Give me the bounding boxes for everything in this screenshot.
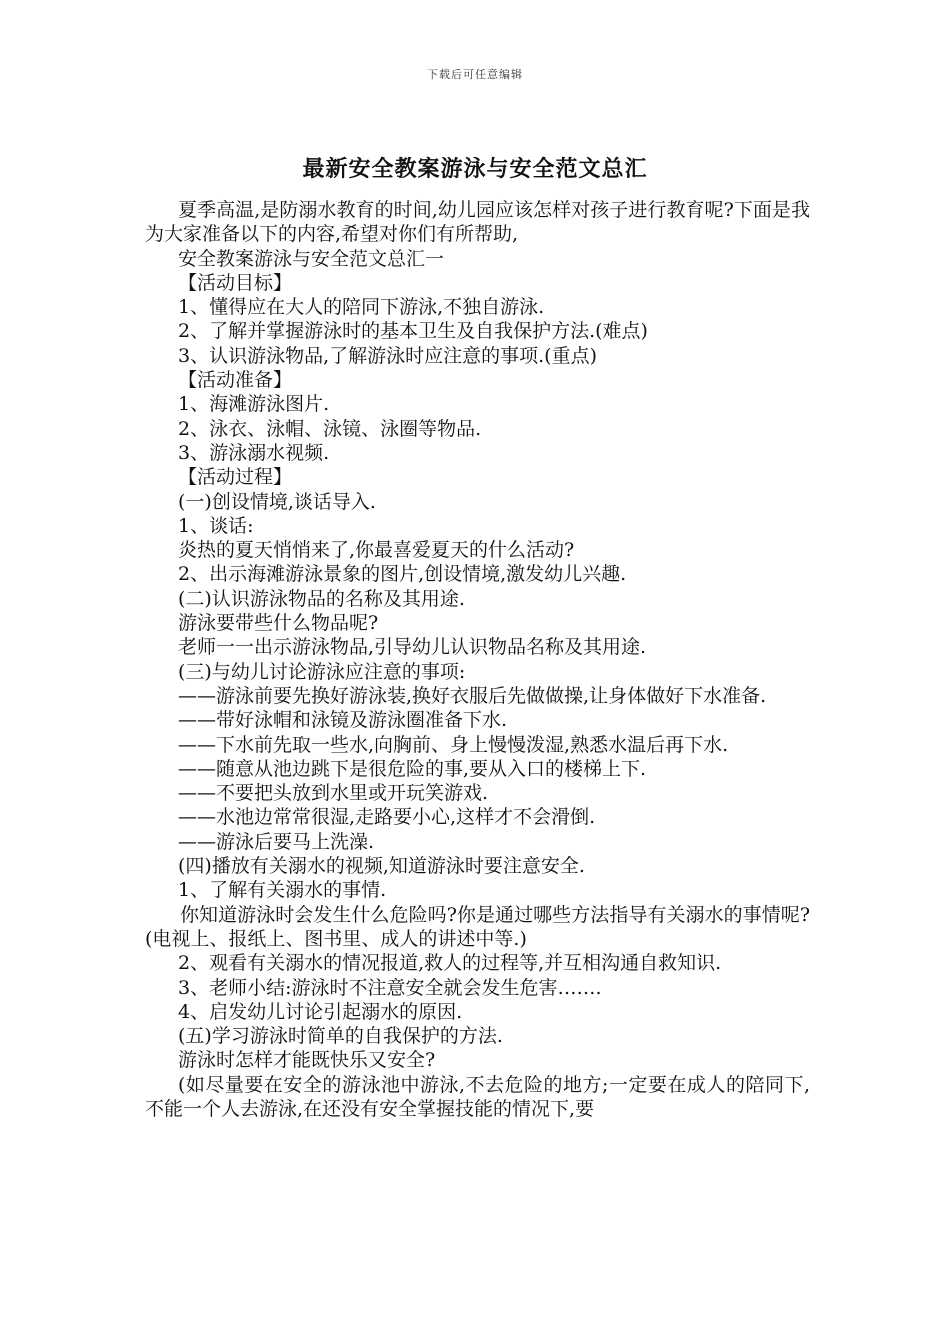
header-note: 下载后可任意编辑	[427, 68, 523, 81]
document-title: 最新安全教案游泳与安全范文总汇	[302, 156, 648, 182]
paragraph: 1、海滩游泳图片.	[178, 393, 330, 416]
paragraph: (如尽量要在安全的游泳池中游泳,不去危险的地方;一定要在成人的陪同下,不能一个人去游泳,在还没有安全掌握技能的情况下,要	[145, 1073, 810, 1120]
paragraph: 游泳时怎样才能既快乐又安全?	[178, 1049, 436, 1072]
paragraph: 2、出示海滩游泳景象的图片,创设情境,激发幼儿兴趣.	[178, 563, 627, 586]
paragraph: ——游泳前要先换好游泳装,换好衣服后先做做操,让身体做好下水准备.	[178, 684, 767, 707]
paragraph: ——水池边常常很湿,走路要小心,这样才不会滑倒.	[178, 806, 596, 829]
paragraph: (二)认识游泳物品的名称及其用途.	[178, 587, 465, 610]
paragraph: 1、了解有关溺水的事情.	[178, 879, 387, 902]
paragraph: 夏季高温,是防溺水教育的时间,幼儿园应该怎样对孩子进行教育呢?下面是我为大家准备以下的内容,希望对你们有所帮助,	[145, 199, 810, 246]
paragraph: 2、观看有关溺水的情况报道,救人的过程等,并互相沟通自救知识.	[178, 952, 722, 975]
paragraph: 1、懂得应在大人的陪同下游泳,不独自游泳.	[178, 296, 545, 319]
paragraph: ——游泳后要马上洗澡.	[178, 830, 375, 853]
paragraph: (四)播放有关溺水的视频,知道游泳时要注意安全.	[178, 855, 585, 878]
paragraph: 1、谈话:	[178, 514, 254, 537]
paragraph: (三)与幼儿讨论游泳应注意的事项:	[178, 660, 466, 683]
paragraph: 游泳要带些什么物品呢?	[178, 612, 379, 635]
paragraph: ——下水前先取一些水,向胸前、身上慢慢泼湿,熟悉水温后再下水.	[178, 733, 729, 756]
paragraph: 2、泳衣、泳帽、泳镜、泳圈等物品.	[178, 417, 482, 440]
document-body	[145, 198, 810, 1121]
paragraph: 【活动准备】	[178, 369, 293, 392]
paragraph: (五)学习游泳时简单的自我保护的方法.	[178, 1025, 503, 1048]
paragraph: 3、游泳溺水视频.	[178, 441, 330, 464]
paragraph: ——随意从池边跳下是很危险的事,要从入口的楼梯上下.	[178, 757, 647, 780]
paragraph: 你知道游泳时会发生什么危险吗?你是通过哪些方法指导有关溺水的事情呢?(电视上、报纸上、图书里、成人的讲述中等.)	[145, 903, 810, 950]
paragraph: (一)创设情境,谈话导入.	[178, 490, 376, 513]
paragraph: 老师一一出示游泳物品,引导幼儿认识物品名称及其用途.	[178, 636, 647, 659]
paragraph: ——带好泳帽和泳镜及游泳圈准备下水.	[178, 709, 508, 732]
paragraph: 安全教案游泳与安全范文总汇一	[178, 247, 445, 270]
paragraph: 4、启发幼儿讨论引起溺水的原因.	[178, 1000, 463, 1023]
paragraph: 2、了解并掌握游泳时的基本卫生及自我保护方法.(难点)	[178, 320, 648, 343]
paragraph: 3、老师小结:游泳时不注意安全就会发生危害…….	[178, 976, 602, 999]
paragraph: 【活动过程】	[178, 466, 293, 489]
paragraph: 炎热的夏天悄悄来了,你最喜爱夏天的什么活动?	[178, 539, 575, 562]
paragraph: 3、认识游泳物品,了解游泳时应注意的事项.(重点)	[178, 344, 597, 367]
paragraph: 【活动目标】	[178, 271, 293, 294]
paragraph: ——不要把头放到水里或开玩笑游戏.	[178, 782, 489, 805]
